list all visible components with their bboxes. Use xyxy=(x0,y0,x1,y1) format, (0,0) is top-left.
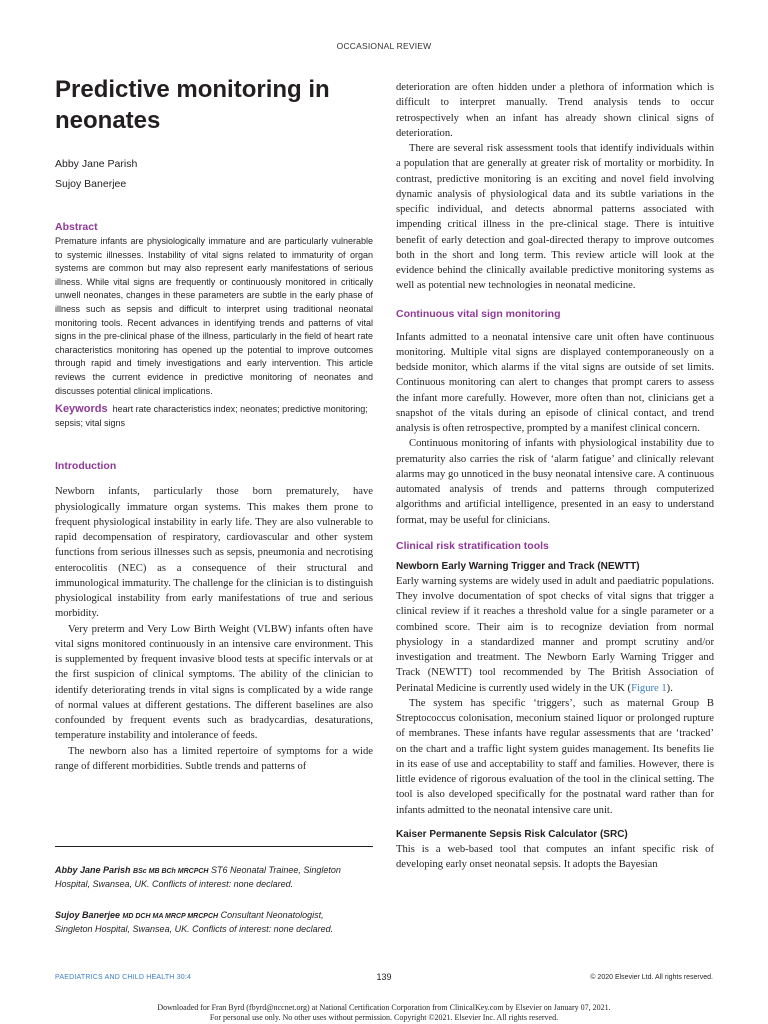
body-paragraph: Early warning systems are widely used in adult and paediatric populations. They involve documentation of spot checks of vital signs that trigger a clinical review if it reaches a threshold value for a single parameter or a combined score. Their aim is to recognize deviation from normal physiology in a standardized manner and prompt scrutiny and/or investigation and treatment. The Newborn Early Warning Trigger and Track (NEWTT) tool recommended by The British Association of Perinatal Medicine is currently used widely in the UK (Figure 1). xyxy=(396,575,714,694)
affiliation-text: ST6 Neonatal Trainee, Singleton Hospital, Swansea, UK. Conflicts of interest: none declared. xyxy=(55,865,341,889)
intro-paragraph: Newborn infants, particularly those born prematurely, have physiologically immature organ systems. This makes them prone to frequent physiological instability in early life. They are also vulnerable to rapid decompensation of respiratory, cardiovascular and other system functions from serious illnesses such as sepsis, pneumonia and necrotising enterocolitis (NEC) as a consequence of their structural and immunological immaturity. The challenge for the clinician is to distinguish physiological instability from early manifestations of true and serious morbidity. xyxy=(55,486,373,620)
right-column xyxy=(396,80,714,872)
body-paragraph: This is a web-based tool that computes an infant specific risk of developing early onset neonatal sepsis. It adopts the Bayesian xyxy=(396,843,714,870)
intro-heading: Introduction xyxy=(55,460,117,473)
figure-1-link[interactable]: Figure 1 xyxy=(631,682,667,694)
keywords xyxy=(55,403,373,430)
download-notice-line: Downloaded for Fran Byrd (fbyrd@nccnet.org) at National Certification Corporation from ClinicalKey.com by Elsevier on January 07, 2021. xyxy=(157,1003,611,1012)
abstract-text: Premature infants are physiologically immature and are particularly vulnerable to systemic illnesses. Instability of vital signs related to immaturity of organ systems are common but may also represent early manifestations of serious illness. While vital signs are frequently or continuously monitored in critically unwell neonates, changes in these parameters are subtle in the early phase of illness such as sepsis and difficult to interpret using traditional neonatal monitoring tools. Recent advances in identifying trends and patterns of vital signs in the pre-clinical phase of the illness, particularly in the field of heart rate characteristics monitoring has opened up the potential to improve outcomes through rapid and timely investigations and early intervention. This article reviews the current evidence in predictive monitoring of neonates and discusses potential clinical implications. xyxy=(55,236,373,396)
article-title: Predictive monitoring in neonates xyxy=(55,76,330,134)
subheading-src: Kaiser Permanente Sepsis Risk Calculator (SRC) xyxy=(396,828,628,840)
author-name: Sujoy Banerjee xyxy=(55,178,127,190)
keywords-text: heart rate characteristics index; neonates; predictive monitoring; sepsis; vital signs xyxy=(55,404,368,428)
body-paragraph: Infants admitted to a neonatal intensive care unit often have continuous monitoring. Multiple vital signs are displayed contemporaneously on a bedside monitor, which alarms if the vital signs are outside of set limits. Continuous monitoring can alert to changes that prompt carers to assess the infant more carefully. However, more often than not, clinicians get a snapshot of the vitals during an episode of clinical contact, and trend analysis is often retrospective, prompted by a manifest clinical concern. xyxy=(396,331,714,434)
affiliation-credentials: BSc MB BCh MRCPCH xyxy=(133,868,209,875)
affiliation-name: Sujoy Banerjee xyxy=(55,910,121,920)
affiliation-text: Consultant Neonatologist, Singleton Hospital, Swansea, UK. Conflicts of interest: none declared. xyxy=(55,910,334,934)
author-name: Abby Jane Parish xyxy=(55,158,138,170)
body-paragraph: There are several risk assessment tools that identify individuals within a population that are generally at greater risk of mortality or morbidity. In contrast, predictive monitoring is an exciting and novel field involving dynamic analysis of physiological data and its subtle variations in the specific individual, and detects abnormal patterns associated with impending critical illness in the pre-clinical stage. There is intuitive benefit of early detection and goal-directed therapy to improve outcomes both in the short and long term. This review article will look at the evidence behind the clinically available predictive monitoring systems as well as potential new technologies in neonatal medicine. xyxy=(396,143,714,292)
section-heading-crst: Clinical risk stratification tools xyxy=(396,539,549,552)
download-notice-line: For personal use only. No other uses without permission. Copyright ©2021. Elsevier Inc. All rights reserved. xyxy=(209,1012,559,1022)
body-paragraph: The system has specific ‘triggers’, such as maternal Group B Streptococcus colonisation, meconium stained liquor or prolonged rupture of membranes. These infants have regular assessments that are ‘tracked’ on the chart and a traffic light system guides management. Its benefits lie in its ease of use and acceptability to staff and families. However, there is little evidence of rigorous evaluation of the tool in the clinical setting. The tool is also developed specifically for the postnatal ward rather than for infants admitted to the neonatal intensive care unit. xyxy=(396,697,714,816)
running-header: OCCASIONAL REVIEW xyxy=(336,41,432,51)
affiliation-credentials: MD DCH MA MRCP MRCPCH xyxy=(122,913,219,920)
intro-paragraph: The newborn also has a limited repertoire of symptoms for a wide range of different morbidities. Subtle trends and patterns of xyxy=(55,745,373,772)
section-heading-cvsm: Continuous vital sign monitoring xyxy=(396,307,561,320)
keywords-label: Keywords xyxy=(55,403,108,416)
footer-copyright: © 2020 Elsevier Ltd. All rights reserved. xyxy=(590,974,713,981)
footer-page-number: 139 xyxy=(376,972,392,982)
intro-paragraph: Very preterm and Very Low Birth Weight (VLBW) infants often have vital signs monitored continuously in an intensive care environment. This is supplemented by frequent invasive blood tests at specific intervals or at the first suspicion of clinical symptoms. The ability of the clinician to identify deteriorating trends in vital signs is complicated by a wide range of normal values at different gestations. The different baselines are also confounded by frequent events such as bradycardias, desaturations, temperature instability and intolerance of feeds. xyxy=(55,623,373,742)
body-paragraph: deterioration are often hidden under a plethora of information which is difficult to interpret manually. Trend analysis tends to occur retrospectively when an infant has already shown clinical signs of deterioration. xyxy=(396,82,714,139)
author-affiliation xyxy=(55,909,355,935)
subheading-newtt: Newborn Early Warning Trigger and Track (NEWTT) xyxy=(396,560,640,572)
left-column xyxy=(55,74,373,774)
affiliation-name: Abby Jane Parish xyxy=(55,865,131,875)
body-paragraph: Continuous monitoring of infants with physiological instability due to prematurity also carries the risk of ‘alarm fatigue’ and clinically relevant alarms may go unnoticed in the busy neonatal intensive care. A continuous automated analysis of trends and patterns through computerized algorithms and artificial intelligence, presented in an easy to understand format, may be useful for clinicians. xyxy=(396,438,714,526)
footnote-divider xyxy=(55,846,373,847)
author-affiliation xyxy=(55,864,355,890)
footer-journal: PAEDIATRICS AND CHILD HEALTH 30:4 xyxy=(55,974,192,981)
abstract-heading: Abstract xyxy=(55,221,98,233)
download-notice xyxy=(0,1003,768,1022)
